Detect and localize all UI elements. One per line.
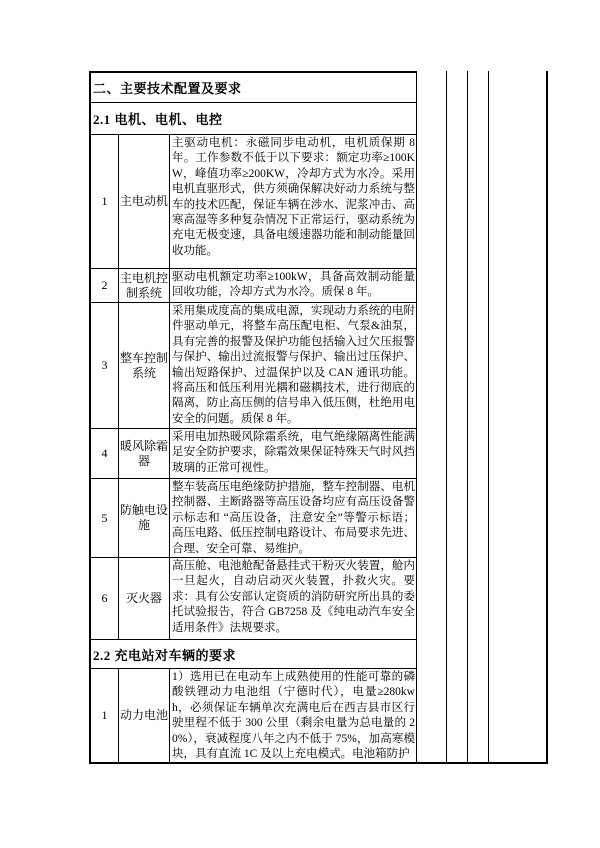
row-number-cell: 4 bbox=[91, 429, 119, 478]
table-row-motor-control-system bbox=[91, 268, 416, 302]
row-requirement-cell: 采用电加热暖风除霜系统，电气绝缘隔离性能满足安全防护要求，除霜效果保证特殊天气时风挡玻璃的正常可视性。 bbox=[172, 431, 415, 474]
empty-column bbox=[489, 71, 546, 762]
row-requirement-cell: 1）选用已在电动车上成熟使用的性能可靠的磷酸铁锂动力电池组（宁德时代），电量≥280kwh，必须保证车辆单次充满电后在西吉县市区行驶里程不低于 300 公里（剩余电量为总电量的 20%），衰减程度八年之内不低于 75%，加高寒模块，具有直流 1C 及以上充电模式。电池箱防护 bbox=[172, 671, 415, 761]
row-number-cell: 3 bbox=[91, 303, 119, 428]
row-requirement-cell: 整车装高压电绝缘防护措施，整车控制器、电机控制器、主断路器等高压设备均应有高压设备警示标志和 “高压设备，注意安全”等警示标语；高压电路、低压控制电路设计、布局要求先进、合理、安全可靠、易维护。 bbox=[172, 481, 415, 555]
empty-score-columns bbox=[417, 71, 548, 764]
section-title: 二、主要技术配置及要求 bbox=[93, 81, 242, 96]
table-row-main-motor bbox=[91, 134, 416, 268]
row-category-cell: 动力电池 bbox=[119, 669, 170, 762]
table-row-fire-extinguisher bbox=[91, 557, 416, 639]
row-category-cell: 整车控制系统 bbox=[119, 303, 170, 428]
table-row-power-battery bbox=[91, 668, 416, 762]
row-category-cell: 主电动机 bbox=[119, 135, 170, 268]
table-row-vehicle-control-system bbox=[91, 302, 416, 428]
subsection-2-2-header bbox=[91, 639, 416, 668]
row-number-cell: 2 bbox=[91, 269, 119, 302]
subsection-2-1-header bbox=[91, 102, 416, 134]
spec-requirements-table bbox=[89, 71, 417, 764]
empty-column bbox=[468, 71, 489, 762]
row-category-cell: 主电机控制系统 bbox=[119, 269, 170, 302]
row-requirement-cell: 驱动电机额定功率≥100kW，具备高效制动能量回收功能，冷却方式为水冷。质保 8 年。 bbox=[172, 271, 415, 299]
row-number-cell: 5 bbox=[91, 479, 119, 557]
row-number-cell: 1 bbox=[91, 669, 119, 762]
section-header bbox=[91, 73, 416, 102]
table-row-anti-electric-shock bbox=[91, 478, 416, 557]
row-number-cell: 1 bbox=[91, 135, 119, 268]
subsection-2-2-title: 2.2 充电站对车辆的要求 bbox=[93, 647, 237, 663]
subsection-2-1-title: 2.1 电机、电机、电控 bbox=[93, 112, 223, 127]
row-category-cell: 灭火器 bbox=[119, 558, 170, 639]
row-requirement-cell: 高压舱、电池舱配备悬挂式干粉灭火装置，舱内一旦起火，自动启动灭火装置，扑救火灾。要求：具有公安部认定资质的消防研究所出具的委托试验报告，符合 GB7258 及《纯电动汽车安全适用条件》法规要求。 bbox=[172, 560, 415, 634]
row-requirement-cell: 采用集成度高的集成电源，实现动力系统的电附件驱动单元，将整车高压配电柜、气泵&油泵，具有完善的报警及保护功能包括输入过欠压报警与保护、输出过流报警与保护、输出过压保护、输出短路保护、过温保护以及 CAN 通讯功能。将高压和低压利用光耦和磁耦技术，进行彻底的隔离，防止高压侧的信号串入低压侧，杜绝用电安全的问题。质保 8 年。 bbox=[172, 305, 415, 425]
empty-column bbox=[417, 71, 447, 762]
row-requirement-cell: 主驱动电机：永磁同步电动机，电机质保期 8 年。工作参数不低于以下要求：额定功率≥100KW，峰值功率≥200KW，冷却方式为水冷。采用电机直驱形式，供方须确保解决好动力系统与整车的技术匹配，保证车辆在涉水、泥浆冲击、高寒高湿等多种复杂情况下正常运行，驱动系统为充电无极变速，具备电缓速器功能和制动能量回收功能。 bbox=[172, 137, 415, 257]
table-row-heater-defroster bbox=[91, 428, 416, 478]
row-category-cell: 暖风除霜器 bbox=[119, 429, 170, 478]
row-category-cell: 防触电设施 bbox=[119, 479, 170, 557]
row-number-cell: 6 bbox=[91, 558, 119, 639]
empty-column bbox=[447, 71, 468, 762]
